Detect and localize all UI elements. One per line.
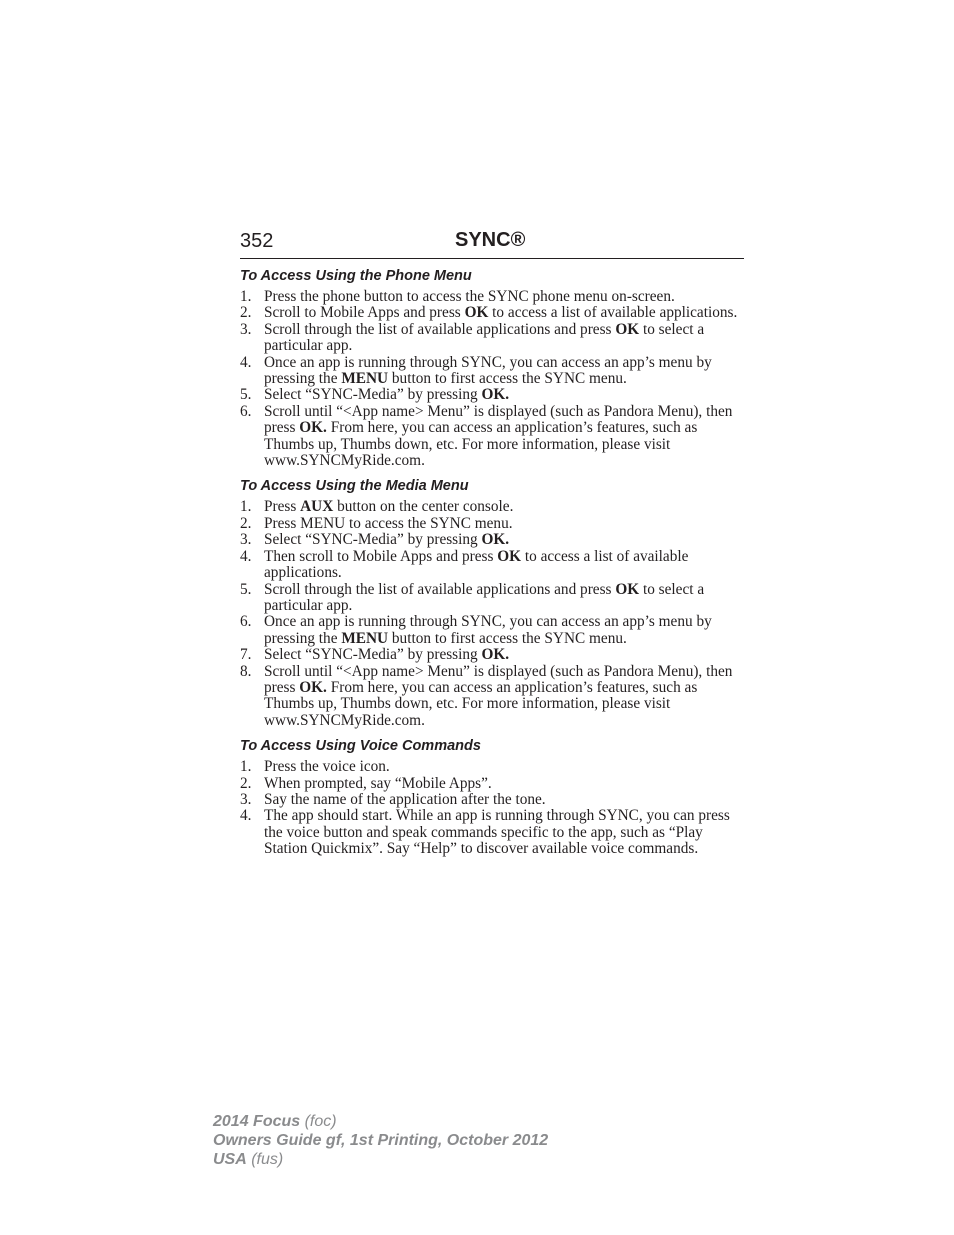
item-text: to access a list of available applications. — [488, 304, 738, 322]
section-voice-commands — [240, 736, 746, 857]
footer-line — [213, 1131, 548, 1150]
page-header — [240, 228, 744, 259]
bold-term: OK — [497, 547, 522, 565]
bold-term: OK. — [481, 646, 510, 664]
item-text: Scroll through the list of available applications and press — [264, 580, 616, 598]
item-number: 7. — [240, 646, 252, 664]
footer-edition: Owners Guide gf, 1st Printing, October 2012 — [213, 1132, 549, 1149]
item-number: 1. — [240, 288, 252, 305]
footer-market: USA — [213, 1151, 247, 1168]
footer-market-code: (fus) — [246, 1151, 284, 1168]
section-media-menu — [240, 476, 746, 729]
item-number: 6. — [240, 613, 252, 631]
list-item — [240, 289, 746, 305]
item-number: 1. — [240, 758, 252, 776]
bold-term: OK. — [481, 386, 510, 404]
list-item — [240, 808, 746, 857]
bold-term: OK. — [299, 419, 327, 437]
item-text: to access a list of available applications. — [264, 547, 689, 582]
footer-model: 2014 Focus — [213, 1113, 301, 1130]
item-text: Select “SYNC-Media” by pressing — [264, 531, 482, 549]
item-text: to select a particular app. — [264, 580, 705, 614]
list-item — [240, 404, 746, 470]
item-number: 4. — [240, 807, 252, 825]
item-text: Select “SYNC-Media” by pressing — [264, 386, 482, 404]
item-text: Select “SYNC-Media” by pressing — [264, 646, 482, 664]
bold-term: OK — [464, 304, 489, 322]
list-item — [240, 322, 746, 355]
list-item — [240, 582, 746, 615]
item-number: 3. — [240, 531, 252, 549]
item-text: Press MENU to access the SYNC menu. — [264, 514, 513, 532]
item-text: The app should start. While an app is running through SYNC, you can press the voice button and speak commands specific to the app, such as “Play Station Quickmix”. Say “Help” to discover available voice commands. — [264, 807, 730, 858]
list-item — [240, 499, 746, 515]
item-text: Scroll until “<App name> Menu” is displayed (such as Pandora Menu), then press — [264, 662, 733, 696]
subheading: To Access Using the Media Menu — [240, 478, 469, 495]
page-content — [240, 266, 746, 858]
item-number: 2. — [240, 514, 252, 532]
item-text: Scroll through the list of available applications and press — [264, 320, 616, 338]
item-text: Press the phone button to access the SYNC phone menu on-screen. — [264, 288, 675, 305]
bold-term: OK — [615, 580, 640, 598]
bold-term: AUX — [300, 498, 334, 516]
section-title: SYNC® — [455, 229, 526, 251]
bold-term: MENU — [341, 370, 389, 388]
item-text: Once an app is running through SYNC, you can access an app’s menu by pressing the — [264, 613, 712, 647]
list-item — [240, 305, 746, 321]
list-item — [240, 532, 746, 548]
bold-term: OK — [615, 320, 640, 338]
item-text: Press — [264, 498, 301, 516]
list-item — [240, 387, 746, 403]
list-item — [240, 664, 746, 730]
item-number: 5. — [240, 386, 252, 404]
item-text: to select a particular app. — [264, 320, 705, 355]
item-text: Say the name of the application after the tone. — [264, 790, 546, 808]
list-item — [240, 516, 746, 532]
footer-line — [213, 1150, 548, 1169]
footer-line — [213, 1112, 548, 1131]
item-text: button on the center console. — [333, 498, 514, 516]
list-item — [240, 759, 746, 775]
section-phone-menu — [240, 266, 746, 469]
bold-term: OK. — [481, 531, 510, 549]
list-item — [240, 549, 746, 582]
subheading: To Access Using the Phone Menu — [240, 268, 472, 284]
list-item — [240, 355, 746, 388]
item-number: 6. — [240, 402, 252, 420]
bold-term: OK. — [299, 678, 327, 696]
item-text: From here, you can access an application’s features, such as Thumbs up, Thumbs down, etc. For more information, please visit www.SYNCMyRide.com. — [264, 678, 698, 729]
item-number: 3. — [240, 790, 252, 808]
item-number: 2. — [240, 774, 252, 792]
page-number: 352 — [240, 230, 274, 252]
item-text: When prompted, say “Mobile Apps”. — [264, 774, 492, 792]
bold-term: MENU — [341, 629, 389, 647]
page-footer — [213, 1112, 548, 1169]
list-item — [240, 614, 746, 647]
item-text: From here, you can access an application’s features, such as Thumbs up, Thumbs down, etc. For more information, please visit www.SYNCMyRide.com. — [264, 419, 698, 470]
step-list — [240, 289, 746, 469]
item-number: 3. — [240, 320, 252, 338]
item-number: 5. — [240, 580, 252, 598]
item-number: 4. — [240, 547, 252, 565]
item-text: button to first access the SYNC menu. — [388, 370, 627, 388]
step-list — [240, 499, 746, 729]
item-text: Scroll to Mobile Apps and press — [264, 304, 465, 322]
footer-model-code: (foc) — [300, 1113, 337, 1130]
item-number: 1. — [240, 498, 252, 516]
subheading: To Access Using Voice Commands — [240, 738, 481, 755]
item-text: Scroll until “<App name> Menu” is displayed (such as Pandora Menu), then press — [264, 402, 733, 437]
list-item — [240, 776, 746, 792]
list-item — [240, 792, 746, 808]
item-number: 4. — [240, 353, 252, 371]
item-text: Once an app is running through SYNC, you can access an app’s menu by pressing the — [264, 353, 712, 388]
item-number: 8. — [240, 662, 252, 680]
item-number: 2. — [240, 304, 252, 322]
item-text: Then scroll to Mobile Apps and press — [264, 547, 498, 565]
list-item — [240, 647, 746, 663]
item-text: Press the voice icon. — [264, 758, 390, 776]
step-list — [240, 759, 746, 857]
item-text: button to first access the SYNC menu. — [388, 629, 627, 647]
